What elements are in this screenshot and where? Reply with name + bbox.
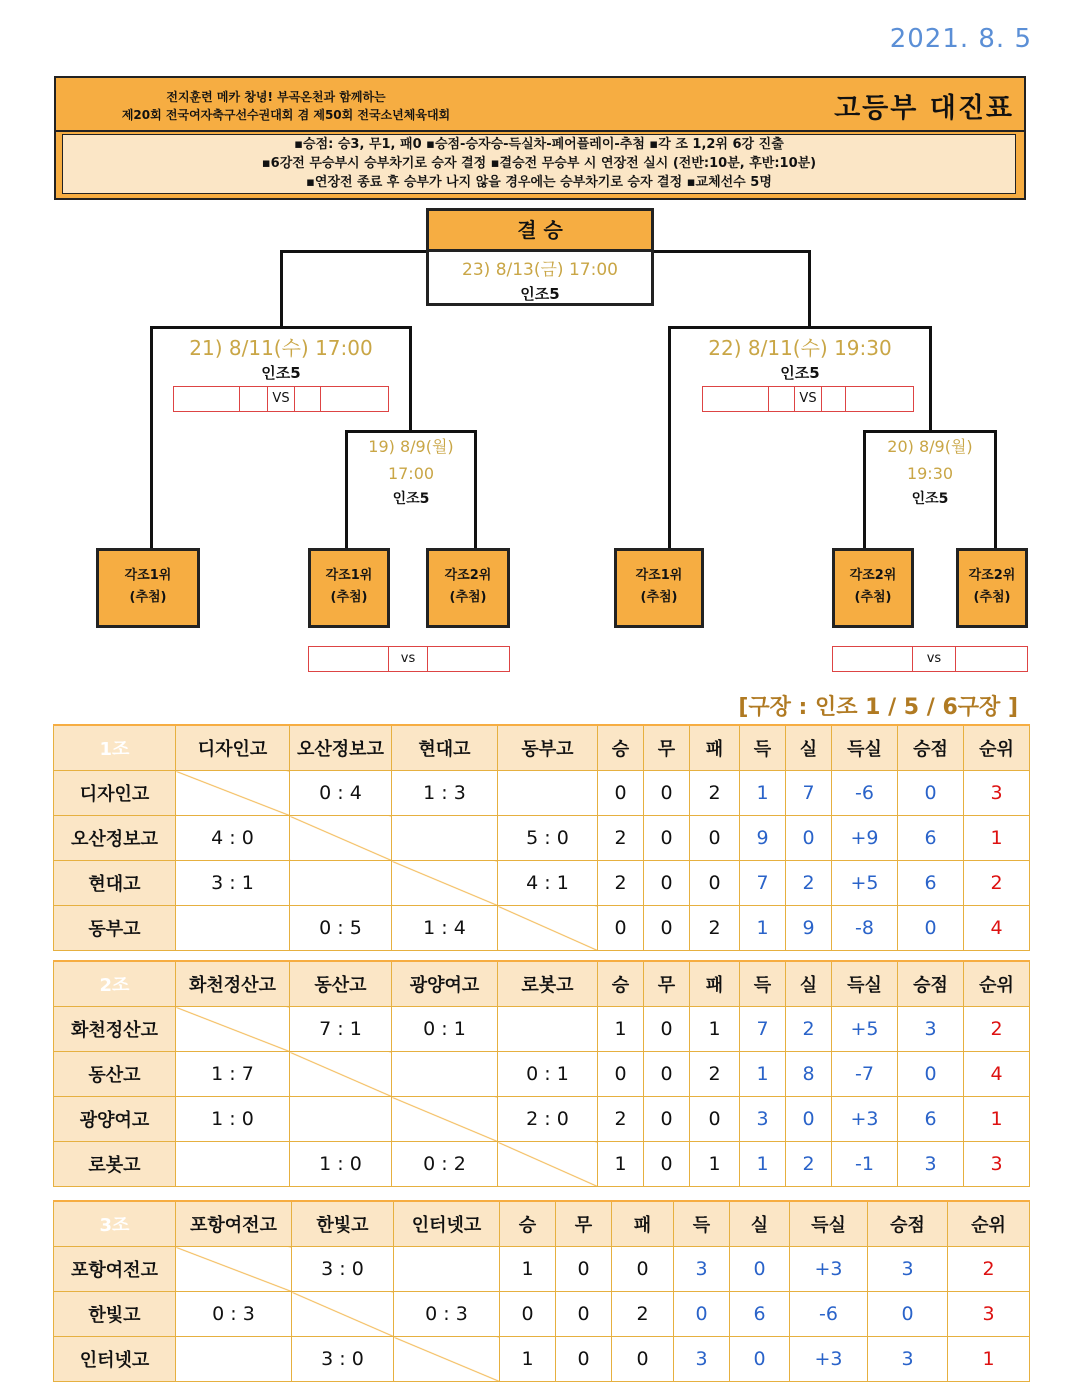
- qf-left-scorebox: [308, 646, 510, 672]
- self-match-cell: [290, 1052, 392, 1097]
- stat-win: 1: [500, 1337, 556, 1382]
- stat-win: 0: [598, 771, 644, 816]
- semi-left-scorebox: [173, 386, 389, 412]
- stat-points: 6: [898, 861, 964, 906]
- result-cell: 2 : 0: [498, 1097, 598, 1142]
- stat-header: 순위: [964, 725, 1030, 771]
- stat-win: 1: [598, 1142, 644, 1187]
- bracket-line: [652, 250, 810, 253]
- row-team: 동산고: [54, 1052, 176, 1097]
- semi-left-match-time: 21) 8/11(수) 17:00: [189, 336, 373, 360]
- result-cell: 3 : 0: [292, 1247, 394, 1292]
- table-row: [54, 771, 1030, 816]
- team-slot-note: (추첨): [129, 590, 167, 605]
- table-row: [54, 1247, 1030, 1292]
- stat-header: 패: [690, 961, 740, 1007]
- stat-header: 무: [556, 1201, 612, 1247]
- group-1-table: [53, 724, 1030, 951]
- stat-points: 0: [898, 906, 964, 951]
- stat-header: 득실: [832, 725, 898, 771]
- stat-points: 3: [868, 1337, 948, 1382]
- team-col-header: 동산고: [290, 961, 392, 1007]
- result-cell: 0 : 1: [498, 1052, 598, 1097]
- qf-right-scorebox: [832, 646, 1028, 672]
- table-row: [54, 1052, 1030, 1097]
- stat-goal-diff: -8: [832, 906, 898, 951]
- stat-goals-against: 6: [730, 1292, 790, 1337]
- stat-draw: 0: [644, 1007, 690, 1052]
- final-match: [426, 208, 654, 306]
- group-header-row: [54, 725, 1030, 771]
- team-col-header: 현대고: [392, 725, 498, 771]
- rule-line: ▪연장전 종료 후 승부가 나지 않을 경우에는 승부차기로 승자 결정 ▪교체선수 5명: [306, 175, 772, 190]
- stat-draw: 0: [644, 1142, 690, 1187]
- team-slot-label: 각조2위: [968, 568, 1016, 583]
- result-cell: [176, 906, 290, 951]
- stat-goal-diff: +9: [832, 816, 898, 861]
- result-cell: 1 : 7: [176, 1052, 290, 1097]
- team-col-header: 오산정보고: [290, 725, 392, 771]
- score-cell: [846, 387, 913, 411]
- result-cell: 0 : 1: [392, 1007, 498, 1052]
- stat-goals-against: 0: [786, 1097, 832, 1142]
- self-match-cell: [392, 1097, 498, 1142]
- stat-loss: 0: [690, 861, 740, 906]
- result-cell: 4 : 0: [176, 816, 290, 861]
- stat-rank: 3: [964, 771, 1030, 816]
- result-cell: 0 : 3: [176, 1292, 292, 1337]
- stat-win: 2: [598, 1097, 644, 1142]
- group-name: 3조: [54, 1201, 176, 1247]
- stat-header: 승: [500, 1201, 556, 1247]
- team-slot-note: (추첨): [973, 590, 1011, 605]
- row-team: 디자인고: [54, 771, 176, 816]
- result-cell: [498, 1007, 598, 1052]
- tournament-name: 제20회 전국여자축구선수권대회 겸 제50회 전국소년체육대회: [121, 108, 451, 122]
- score-cell: [769, 387, 796, 411]
- tournament-sponsor-line: 전지훈련 메카 창녕! 부곡온천과 함께하는: [166, 90, 386, 104]
- stat-goals-against: 2: [786, 1142, 832, 1187]
- result-cell: 4 : 1: [498, 861, 598, 906]
- stat-win: 1: [598, 1007, 644, 1052]
- team-slot-label: 각조1위: [124, 568, 172, 583]
- stat-goals-against: 9: [786, 906, 832, 951]
- stat-goals-for: 9: [740, 816, 786, 861]
- stat-header: 무: [644, 725, 690, 771]
- stat-points: 3: [898, 1142, 964, 1187]
- stat-draw: 0: [644, 816, 690, 861]
- vs-label: vs: [913, 647, 956, 671]
- stat-goals-against: 0: [786, 816, 832, 861]
- result-cell: [176, 1337, 292, 1382]
- group-name: 1조: [54, 725, 176, 771]
- stat-draw: 0: [556, 1247, 612, 1292]
- vs-label: vs: [389, 647, 428, 671]
- stat-loss: 2: [690, 1052, 740, 1097]
- stat-goals-for: 3: [740, 1097, 786, 1142]
- stat-goal-diff: -6: [790, 1292, 868, 1337]
- group-name: 2조: [54, 961, 176, 1007]
- self-match-cell: [176, 771, 290, 816]
- table-row: [54, 1007, 1030, 1052]
- stat-rank: 2: [964, 861, 1030, 906]
- bracket-line: [280, 250, 430, 253]
- stat-points: 6: [898, 816, 964, 861]
- semi-left-venue: 인조5: [261, 364, 301, 382]
- team-col-header: 디자인고: [176, 725, 290, 771]
- score-cell: [956, 647, 1027, 671]
- result-cell: [392, 816, 498, 861]
- self-match-cell: [498, 906, 598, 951]
- stat-goals-against: 2: [786, 1007, 832, 1052]
- stat-goals-for: 1: [740, 1142, 786, 1187]
- group-header-row: [54, 961, 1030, 1007]
- header-banner: [54, 76, 1026, 200]
- table-row: [54, 861, 1030, 906]
- stat-loss: 2: [612, 1292, 674, 1337]
- team-slot-note: (추첨): [854, 590, 892, 605]
- team-col-header: 로봇고: [498, 961, 598, 1007]
- rule-line: ▪6강전 무승부시 승부차기로 승자 결정 ▪결승전 무승부 시 연장전 실시 (전반:10분, 후반:10분): [261, 156, 817, 171]
- stat-points: 0: [868, 1292, 948, 1337]
- stat-rank: 1: [964, 816, 1030, 861]
- bracket-line: [280, 250, 283, 328]
- self-match-cell: [394, 1337, 500, 1382]
- team-slot-note: (추첨): [330, 590, 368, 605]
- row-team: 현대고: [54, 861, 176, 906]
- team-col-header: 한빛고: [292, 1201, 394, 1247]
- team-slot-label: 각조2위: [444, 568, 492, 583]
- result-cell: 1 : 3: [392, 771, 498, 816]
- stat-rank: 1: [948, 1337, 1030, 1382]
- stat-loss: 0: [612, 1337, 674, 1382]
- table-row: [54, 1292, 1030, 1337]
- stat-goal-diff: +3: [790, 1337, 868, 1382]
- stat-header: 패: [690, 725, 740, 771]
- team-slot-note: (추첨): [640, 590, 678, 605]
- score-cell: [174, 387, 240, 411]
- result-cell: [394, 1247, 500, 1292]
- header-title-row: [56, 78, 1024, 132]
- result-cell: 0 : 2: [392, 1142, 498, 1187]
- self-match-cell: [498, 1142, 598, 1187]
- stat-header: 실: [730, 1201, 790, 1247]
- stat-loss: 2: [690, 906, 740, 951]
- stat-goal-diff: -1: [832, 1142, 898, 1187]
- semi-right-scorebox: [702, 386, 914, 412]
- stat-rank: 1: [964, 1097, 1030, 1142]
- stat-draw: 0: [644, 906, 690, 951]
- table-row: [54, 816, 1030, 861]
- row-team: 한빛고: [54, 1292, 176, 1337]
- stat-goals-against: 0: [730, 1337, 790, 1382]
- bracket-team-slot: [426, 548, 510, 628]
- semi-right-match-time: 22) 8/11(수) 19:30: [708, 336, 892, 360]
- team-col-header: 인터넷고: [394, 1201, 500, 1247]
- group-2-table: [53, 960, 1030, 1187]
- stat-loss: 0: [690, 816, 740, 861]
- table-row: [54, 906, 1030, 951]
- self-match-cell: [290, 816, 392, 861]
- team-slot-label: 각조2위: [849, 568, 897, 583]
- self-match-cell: [392, 861, 498, 906]
- stat-goals-for: 7: [740, 1007, 786, 1052]
- stat-win: 0: [598, 1052, 644, 1097]
- stat-goal-diff: +5: [832, 861, 898, 906]
- stat-draw: 0: [556, 1292, 612, 1337]
- stat-win: 0: [598, 906, 644, 951]
- row-team: 동부고: [54, 906, 176, 951]
- table-row: [54, 1337, 1030, 1382]
- stat-rank: 2: [964, 1007, 1030, 1052]
- stat-goals-against: 8: [786, 1052, 832, 1097]
- result-cell: 1 : 0: [176, 1097, 290, 1142]
- qf-left-time: 17:00: [387, 464, 435, 483]
- stat-header: 실: [786, 725, 832, 771]
- stat-loss: 1: [690, 1142, 740, 1187]
- qf-right-venue: 인조5: [911, 491, 949, 507]
- stat-rank: 2: [948, 1247, 1030, 1292]
- stat-goals-for: 7: [740, 861, 786, 906]
- stat-goals-for: 1: [740, 1052, 786, 1097]
- stat-rank: 4: [964, 1052, 1030, 1097]
- document-date: 2021. 8. 5: [889, 24, 1032, 54]
- team-col-header: 화천정산고: [176, 961, 290, 1007]
- bracket-team-slot: [614, 548, 704, 628]
- stat-header: 승: [598, 961, 644, 1007]
- stat-loss: 1: [690, 1007, 740, 1052]
- row-team: 오산정보고: [54, 816, 176, 861]
- stat-header: 승점: [898, 725, 964, 771]
- stat-header: 승점: [868, 1201, 948, 1247]
- stat-header: 득: [740, 725, 786, 771]
- stat-goal-diff: +3: [832, 1097, 898, 1142]
- result-cell: 1 : 0: [290, 1142, 392, 1187]
- stat-rank: 4: [964, 906, 1030, 951]
- bracket-team-slot: [956, 548, 1028, 628]
- stat-loss: 0: [690, 1097, 740, 1142]
- stat-draw: 0: [556, 1337, 612, 1382]
- score-cell: [321, 387, 388, 411]
- qf-right-match: 20) 8/9(월): [887, 437, 973, 456]
- stat-header: 득실: [832, 961, 898, 1007]
- stat-goal-diff: -6: [832, 771, 898, 816]
- qf-right-time: 19:30: [906, 464, 954, 483]
- bracket-team-slot: [308, 548, 390, 628]
- stat-header: 순위: [948, 1201, 1030, 1247]
- stat-header: 실: [786, 961, 832, 1007]
- stat-header: 득: [674, 1201, 730, 1247]
- stat-win: 0: [500, 1292, 556, 1337]
- team-col-header: 포항여전고: [176, 1201, 292, 1247]
- bracket-team-slot: [832, 548, 914, 628]
- result-cell: 0 : 3: [394, 1292, 500, 1337]
- stat-goals-against: 0: [730, 1247, 790, 1292]
- score-cell: [822, 387, 847, 411]
- row-team: 포항여전고: [54, 1247, 176, 1292]
- result-cell: 7 : 1: [290, 1007, 392, 1052]
- stat-win: 1: [500, 1247, 556, 1292]
- stat-goals-against: 7: [786, 771, 832, 816]
- final-label: 결 승: [426, 208, 654, 252]
- stat-goal-diff: -7: [832, 1052, 898, 1097]
- stat-points: 3: [868, 1247, 948, 1292]
- vs-label: VS: [795, 387, 822, 411]
- stat-rank: 3: [964, 1142, 1030, 1187]
- self-match-cell: [176, 1007, 290, 1052]
- team-slot-label: 각조1위: [635, 568, 683, 583]
- stat-win: 2: [598, 861, 644, 906]
- result-cell: 1 : 4: [392, 906, 498, 951]
- result-cell: 3 : 0: [292, 1337, 394, 1382]
- stat-draw: 0: [644, 1097, 690, 1142]
- bracket-line: [808, 250, 811, 328]
- result-cell: [176, 1142, 290, 1187]
- stat-goals-against: 2: [786, 861, 832, 906]
- stat-goal-diff: +3: [790, 1247, 868, 1292]
- rule-line: ▪승점: 승3, 무1, 패0 ▪승점-승자승-득실차-페어플레이-추첨 ▪각 조 1,2위 6강 진출: [294, 137, 784, 152]
- group-header-row: [54, 1201, 1030, 1247]
- semi-right-venue: 인조5: [780, 364, 820, 382]
- stat-loss: 0: [612, 1247, 674, 1292]
- result-cell: 0 : 4: [290, 771, 392, 816]
- stat-goals-for: 1: [740, 771, 786, 816]
- stat-header: 패: [612, 1201, 674, 1247]
- stat-header: 순위: [964, 961, 1030, 1007]
- result-cell: [290, 1097, 392, 1142]
- stat-header: 승: [598, 725, 644, 771]
- stat-draw: 0: [644, 861, 690, 906]
- vs-label: VS: [268, 387, 295, 411]
- stat-win: 2: [598, 816, 644, 861]
- stat-points: 3: [898, 1007, 964, 1052]
- score-cell: [428, 647, 509, 671]
- bracket-team-slot: [96, 548, 200, 628]
- result-cell: [498, 771, 598, 816]
- score-cell: [240, 387, 268, 411]
- venue-note: [구장 : 인조 1 / 5 / 6구장 ]: [738, 695, 1018, 720]
- stat-points: 6: [898, 1097, 964, 1142]
- row-team: 화천정산고: [54, 1007, 176, 1052]
- stat-draw: 0: [644, 771, 690, 816]
- rules-box: [62, 134, 1016, 194]
- stat-goals-for: 1: [740, 906, 786, 951]
- row-team: 인터넷고: [54, 1337, 176, 1382]
- qf-left-match: 19) 8/9(월): [368, 437, 454, 456]
- final-venue: 인조5: [520, 285, 560, 303]
- result-cell: 3 : 1: [176, 861, 290, 906]
- result-cell: 5 : 0: [498, 816, 598, 861]
- score-cell: [295, 387, 322, 411]
- team-col-header: 광양여고: [392, 961, 498, 1007]
- stat-loss: 2: [690, 771, 740, 816]
- team-col-header: 동부고: [498, 725, 598, 771]
- stat-header: 승점: [898, 961, 964, 1007]
- stat-header: 득: [740, 961, 786, 1007]
- row-team: 광양여고: [54, 1097, 176, 1142]
- result-cell: [392, 1052, 498, 1097]
- qf-left-venue: 인조5: [392, 491, 430, 507]
- score-cell: [833, 647, 913, 671]
- score-cell: [703, 387, 769, 411]
- group-3-table: [53, 1200, 1030, 1382]
- page-title: 고등부 대진표: [834, 93, 1014, 124]
- table-row: [54, 1097, 1030, 1142]
- team-slot-label: 각조1위: [325, 568, 373, 583]
- self-match-cell: [292, 1292, 394, 1337]
- stat-goals-for: 3: [674, 1247, 730, 1292]
- stat-header: 무: [644, 961, 690, 1007]
- stat-goals-for: 0: [674, 1292, 730, 1337]
- result-cell: [290, 861, 392, 906]
- stat-header: 득실: [790, 1201, 868, 1247]
- row-team: 로봇고: [54, 1142, 176, 1187]
- score-cell: [309, 647, 389, 671]
- stat-goal-diff: +5: [832, 1007, 898, 1052]
- result-cell: 0 : 5: [290, 906, 392, 951]
- stat-points: 0: [898, 771, 964, 816]
- self-match-cell: [176, 1247, 292, 1292]
- final-match-time: 23) 8/13(금) 17:00: [462, 260, 618, 280]
- stat-rank: 3: [948, 1292, 1030, 1337]
- stat-draw: 0: [644, 1052, 690, 1097]
- team-slot-note: (추첨): [449, 590, 487, 605]
- table-row: [54, 1142, 1030, 1187]
- stat-points: 0: [898, 1052, 964, 1097]
- stat-goals-for: 3: [674, 1337, 730, 1382]
